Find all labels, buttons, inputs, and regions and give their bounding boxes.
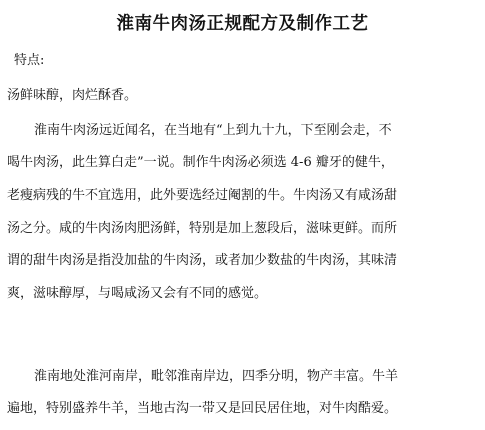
- paragraph-1-line-3: 老瘦病残的牛不宜选用，此外要选经过阉割的牛。牛肉汤又有咸汤甜: [7, 188, 398, 203]
- paragraph-2-line-1: 淮南地处淮河南岸，毗邻淮南岸边，四季分明，物产丰富。牛羊: [34, 369, 399, 384]
- paragraph-1-line-2: 喝牛肉汤，此生算白走”一说。制作牛肉汤必须选 4-6 瓣牙的健牛，: [7, 155, 394, 170]
- paragraph-1-line-6: 爽，滋味醇厚，与喝咸汤又会有不同的感觉。: [7, 286, 268, 301]
- feature-text: 汤鲜味醇，肉烂酥香。: [7, 88, 138, 103]
- document-title: 淮南牛肉汤正规配方及制作工艺: [116, 14, 369, 34]
- paragraph-1-line-5: 谓的甜牛肉汤是指没加盐的牛肉汤，或者加少数盐的牛肉汤，其味清: [7, 253, 398, 268]
- paragraph-1-line-4: 汤之分。咸的牛肉汤肉肥汤鲜，特别是加上葱段后，滋味更鲜。而所: [7, 221, 398, 236]
- paragraph-2-line-2: 遍地，特别盛养牛羊，当地古沟一带又是回民居住地，对牛肉酷爱。: [7, 401, 398, 416]
- paragraph-1-line-1: 淮南牛肉汤远近闻名，在当地有“上到九十九，下至刚会走，不: [34, 123, 392, 138]
- feature-label: 特点:: [14, 53, 45, 68]
